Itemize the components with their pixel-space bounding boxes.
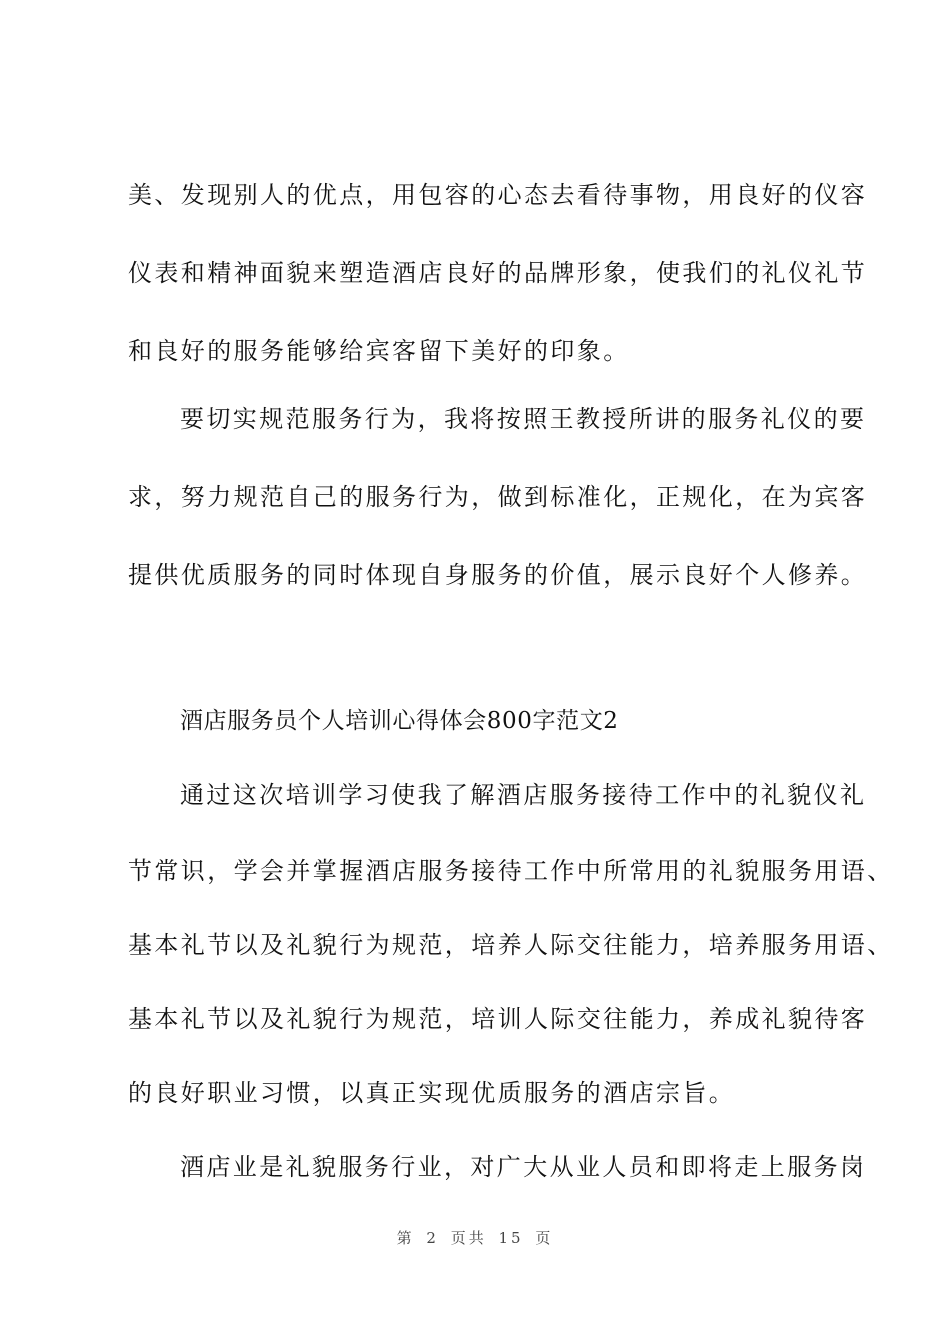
text-line: 基本礼节以及礼貌行为规范，培养人际交往能力，培养服务用语、 xyxy=(128,931,894,959)
paragraph-first-line: 酒店业是礼貌服务行业，对广大从业人员和即将走上服务岗 xyxy=(180,1153,867,1181)
page-number-footer: 第 2 页共 15 页 xyxy=(396,1229,554,1247)
text-line: 的良好职业习惯，以真正实现优质服务的酒店宗旨。 xyxy=(128,1079,736,1107)
paragraph-first-line: 要切实规范服务行为，我将按照王教授所讲的服务礼仪的要 xyxy=(180,405,867,433)
text-line: 基本礼节以及礼貌行为规范，培训人际交往能力，养成礼貌待客 xyxy=(128,1005,868,1033)
text-line: 仪表和精神面貌来塑造酒店良好的品牌形象，使我们的礼仪礼节 xyxy=(128,259,868,287)
text-line: 提供优质服务的同时体现自身服务的价值，展示良好个人修养。 xyxy=(128,561,868,589)
text-line: 美、发现别人的优点，用包容的心态去看待事物，用良好的仪容 xyxy=(128,181,868,209)
text-line: 节常识，学会并掌握酒店服务接待工作中所常用的礼貌服务用语、 xyxy=(128,857,894,885)
text-line: 和良好的服务能够给宾客留下美好的印象。 xyxy=(128,337,630,365)
section-heading: 酒店服务员个人培训心得体会800字范文2 xyxy=(180,708,619,734)
paragraph-first-line: 通过这次培训学习使我了解酒店服务接待工作中的礼貌仪礼 xyxy=(180,781,867,809)
text-line: 求，努力规范自己的服务行为，做到标准化，正规化，在为宾客 xyxy=(128,483,868,511)
